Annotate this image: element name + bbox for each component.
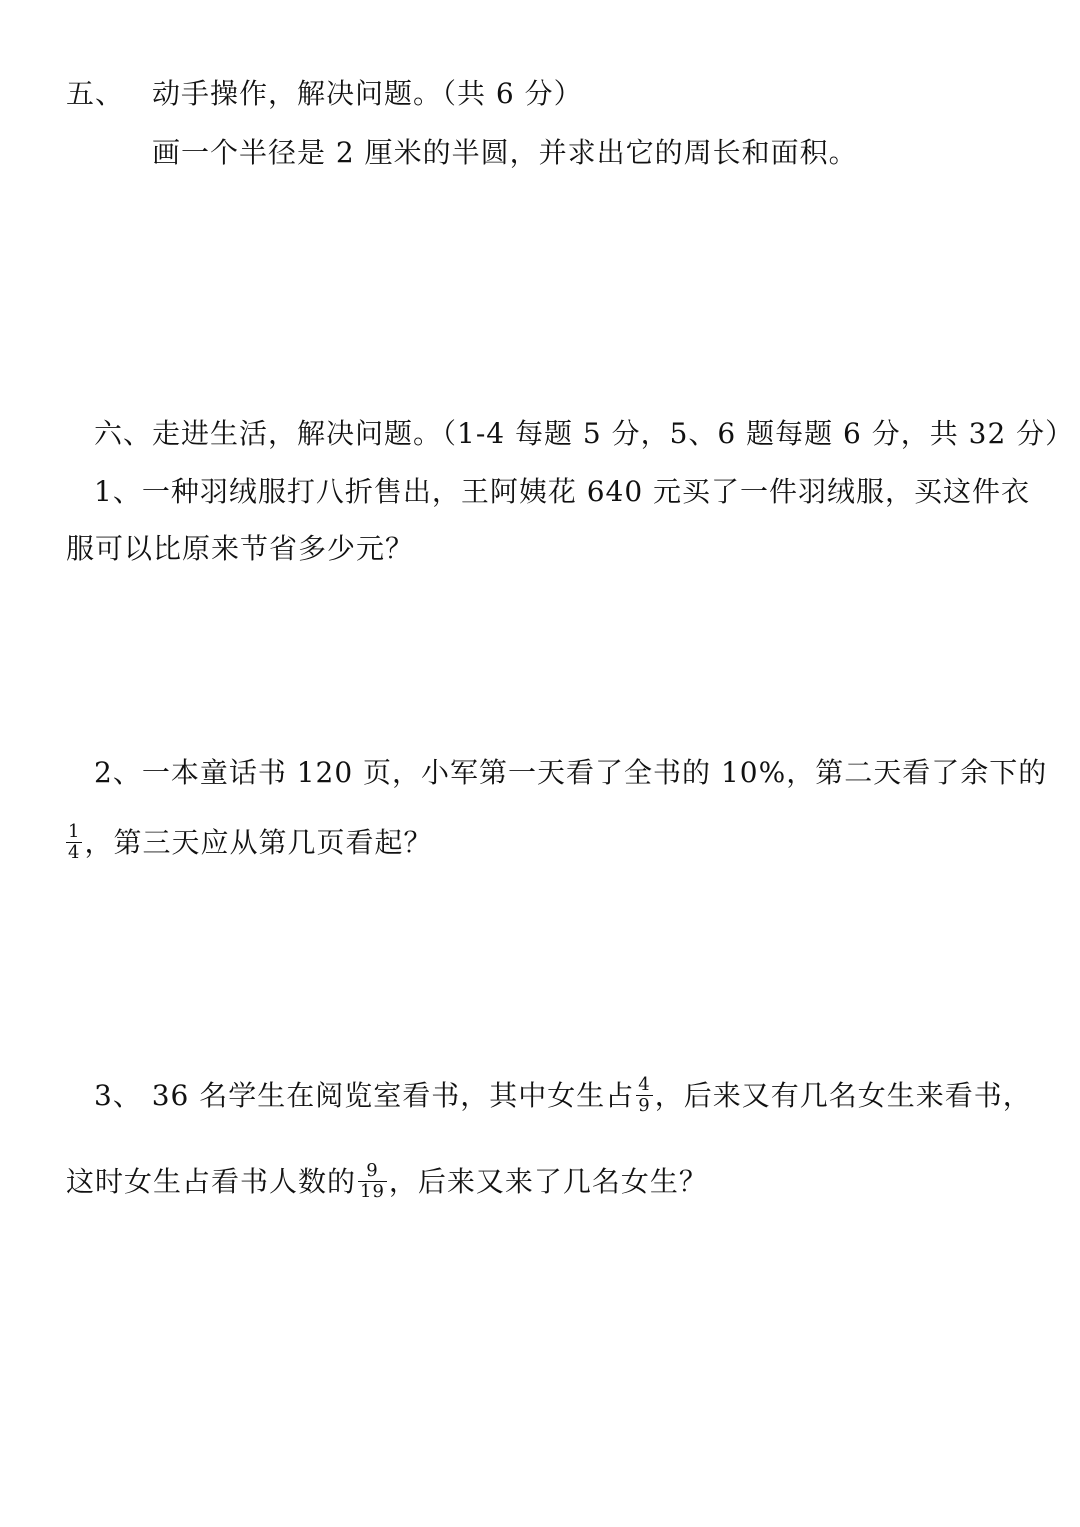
- section-5-task: 画一个半径是 2 厘米的半圆，并求出它的周长和面积。: [152, 136, 858, 169]
- fraction-one-quarter: [66, 822, 82, 863]
- question-3-line-2-text-b: ，后来又来了几名女生？: [388, 1165, 708, 1198]
- question-2-line-2-text: ，第三天应从第几页看起？: [84, 826, 433, 859]
- fraction-nine-nineteenths: [358, 1161, 387, 1202]
- fraction-numerator: 9: [358, 1161, 387, 1182]
- question-3-line-1: [94, 1076, 1032, 1118]
- section-6-title: 六、走进生活，解决问题。（1-4 每题 5 分，5、6 题每题 6 分，共 32 分）: [94, 417, 1075, 450]
- question-3-line-1-text-b: ，后来又有几名女生来看书，: [654, 1079, 1032, 1112]
- section-5-number: 五、: [66, 77, 125, 110]
- question-3-line-1-text-a: 3、 36 名学生在阅览室看书，其中女生占: [94, 1079, 635, 1112]
- question-1-line-2: 服可以比原来节省多少元？: [66, 532, 415, 565]
- fraction-numerator: 4: [638, 1074, 651, 1095]
- question-3-line-2: [66, 1162, 708, 1204]
- question-2-line-1: 2、一本童话书 120 页，小军第一天看了全书的 10%，第二天看了余下的: [94, 756, 1048, 789]
- question-2-line-2: [64, 823, 432, 865]
- section-5-title: 动手操作，解决问题。（共 6 分）: [152, 77, 583, 110]
- question-1-line-1: 1、一种羽绒服打八折售出，王阿姨花 640 元买了一件羽绒服，买这件衣: [94, 475, 1031, 508]
- fraction-denominator: 4: [68, 842, 81, 863]
- fraction-denominator: 9: [638, 1095, 651, 1116]
- fraction-numerator: 1: [68, 821, 81, 842]
- question-3-line-2-text-a: 这时女生占看书人数的: [66, 1165, 357, 1198]
- fraction-four-ninths: [636, 1075, 652, 1116]
- fraction-denominator: 19: [360, 1181, 385, 1202]
